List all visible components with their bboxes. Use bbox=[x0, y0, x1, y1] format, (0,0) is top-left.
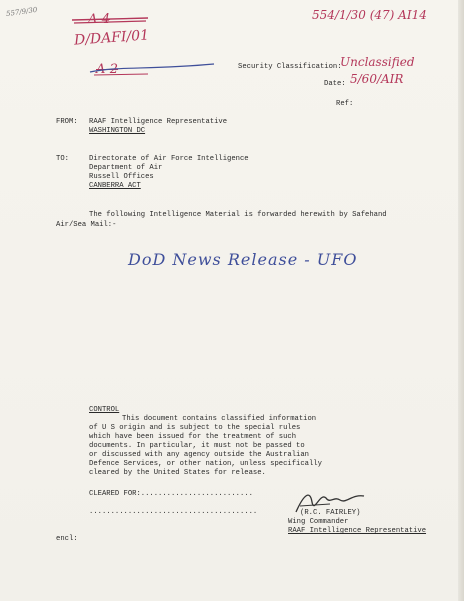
to-line-1: Directorate of Air Force Intelligence bbox=[89, 155, 249, 163]
cleared-for-dotted-line: ....................................... bbox=[89, 508, 258, 516]
file-ref-1: A-4 bbox=[88, 12, 111, 27]
handwritten-file-number: 557/9/30 bbox=[5, 5, 38, 19]
to-line-4: CANBERRA ACT bbox=[89, 182, 141, 190]
body-line-2: Air/Sea Mail:- bbox=[56, 221, 117, 229]
signatory-name: (R.C. FAIRLEY) bbox=[300, 509, 361, 517]
to-label: TO: bbox=[56, 155, 69, 163]
control-line-4: documents. In particular, it must not be passed to bbox=[89, 442, 305, 450]
control-line-7: cleared by the United States for release. bbox=[89, 469, 266, 477]
body-line-1: The following Intelligence Material is forwarded herewith by Safehand bbox=[89, 211, 387, 219]
signatory-rank: Wing Commander bbox=[288, 518, 349, 526]
signatory-title: RAAF Intelligence Representative bbox=[288, 527, 427, 535]
strike-scribble-1 bbox=[70, 12, 150, 28]
control-line-1: This document contains classified information bbox=[122, 415, 317, 423]
from-label: FROM: bbox=[56, 118, 78, 126]
control-line-3: which have been issued for the treatment of such bbox=[89, 433, 297, 441]
handwritten-file-ref-2: D/DAFI/01 bbox=[73, 27, 150, 49]
cleared-for-line: CLEARED FOR:.......................... bbox=[89, 490, 253, 498]
date-value: 5/60/AIR bbox=[350, 72, 404, 86]
handwritten-enclosure-note: DoD News Release - UFO bbox=[128, 250, 358, 269]
control-line-6: Defence Services, or other nation, unless specifically bbox=[89, 460, 322, 468]
security-classification-label: Security Classification: bbox=[238, 63, 342, 71]
strike-scribble-2 bbox=[88, 60, 218, 80]
page-edge bbox=[458, 0, 464, 601]
control-line-5: or discussed with any agency outside the Australian bbox=[89, 451, 309, 459]
from-line-2: WASHINGTON DC bbox=[89, 127, 146, 135]
handwritten-top-right-ref: 554/1/30 (47) AI14 bbox=[312, 8, 427, 22]
from-line-1: RAAF Intelligence Representative bbox=[89, 118, 228, 126]
enclosure-label: encl: bbox=[56, 535, 78, 543]
file-ref-3: A-2 bbox=[96, 62, 119, 77]
date-label: Date: bbox=[324, 80, 346, 88]
control-heading: CONTROL bbox=[89, 406, 120, 414]
control-line-2: of U S origin and is subject to the special rules bbox=[89, 424, 301, 432]
security-classification-value: Unclassified bbox=[340, 55, 415, 69]
to-line-3: Russell Offices bbox=[89, 173, 154, 181]
ref-label: Ref: bbox=[336, 100, 354, 108]
to-line-2: Department of Air bbox=[89, 164, 163, 172]
